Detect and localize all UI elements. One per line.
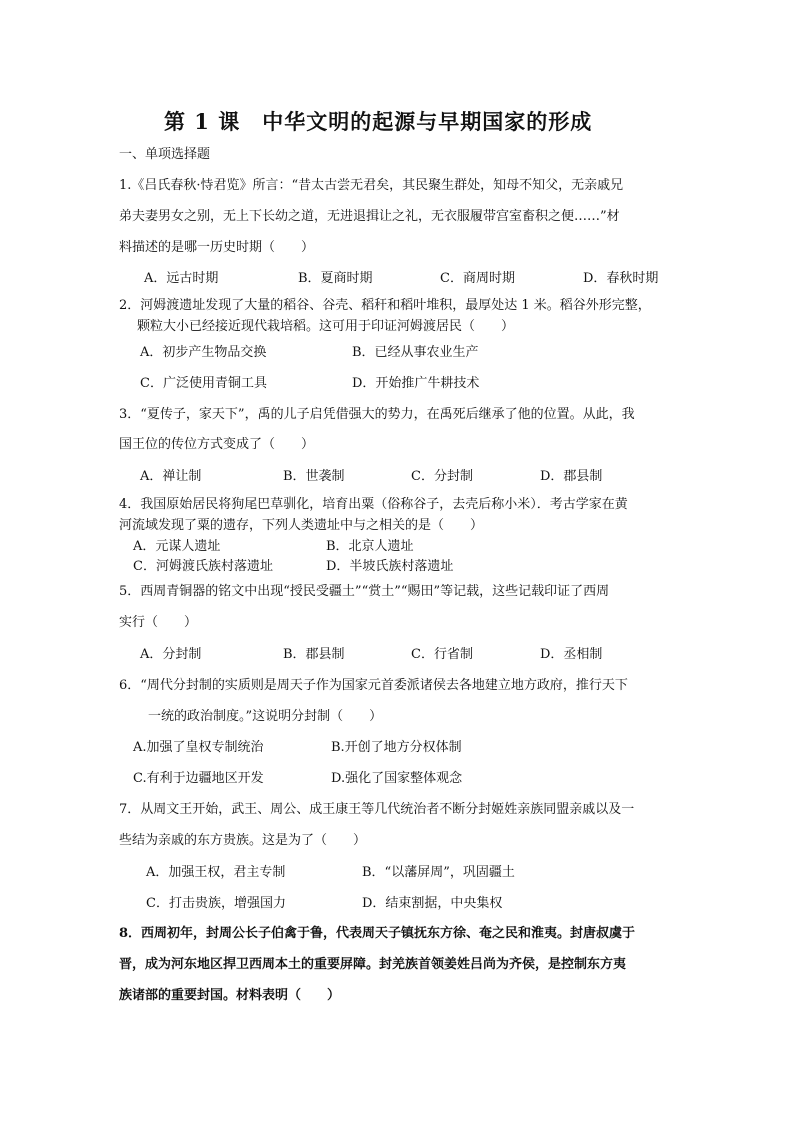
question-5-option-a[interactable]: A．分封制 bbox=[140, 647, 202, 662]
section-heading: 一、单项选择题 bbox=[119, 147, 211, 162]
question-6-option-d[interactable]: D.强化了国家整体观念 bbox=[331, 771, 463, 786]
question-2-option-c[interactable]: C．广泛使用青铜工具 bbox=[140, 376, 267, 391]
question-2-line-1: 2．河姆渡遗址发现了大量的稻谷、谷壳、稻秆和稻叶堆积，最厚处达 1 米。稻谷外形完整， bbox=[119, 298, 651, 313]
question-1-option-d[interactable]: D．春秋时期 bbox=[583, 271, 659, 286]
question-8-line-2: 晋，成为河东地区捍卫西周本土的重要屏障。封羌族首领姜姓吕尚为齐侯，是控制东方夷 bbox=[119, 957, 627, 972]
question-5-line-1: 5．西周青铜器的铭文中出现“授民受疆土”“赏土”“赐田”等记载，这些记载印证了西周 bbox=[119, 584, 610, 599]
question-4-option-c[interactable]: C．河姆渡氏族村落遗址 bbox=[133, 559, 273, 574]
question-5-option-d[interactable]: D．丞相制 bbox=[540, 647, 603, 662]
question-1-option-b[interactable]: B．夏商时期 bbox=[298, 271, 373, 286]
question-7-option-c[interactable]: C．打击贵族，增强国力 bbox=[146, 896, 286, 911]
question-6-option-c[interactable]: C.有利于边疆地区开发 bbox=[133, 771, 264, 786]
question-7-line-1: 7．从周文王开始，武王、周公、成王康王等几代统治者不断分封姬姓亲族同盟亲戚以及一 bbox=[119, 802, 635, 817]
question-3-option-b[interactable]: B．世袭制 bbox=[283, 469, 345, 484]
question-3-option-d[interactable]: D．郡县制 bbox=[540, 469, 603, 484]
question-4-line-1: 4．我国原始居民将狗尾巴草驯化，培育出粟（俗称谷子，去壳后称小米）．考古学家在黄 bbox=[119, 497, 628, 512]
question-1-option-c[interactable]: C．商周时期 bbox=[440, 271, 515, 286]
question-1-line-1: 1.《吕氏春秋·恃君览》所言：“昔太古尝无君矣，其民聚生群处，知母不知父，无亲戚兄 bbox=[119, 178, 624, 193]
question-6-option-b[interactable]: B.开创了地方分权体制 bbox=[331, 740, 462, 755]
question-7-line-2: 些结为亲戚的东方贵族。这是为了（ ） bbox=[119, 833, 367, 848]
question-4-option-b[interactable]: B．北京人遗址 bbox=[326, 539, 414, 554]
question-2-line-2: 颗粒大小已经接近现代栽培稻。这可用于印证河姆渡居民（ ） bbox=[137, 319, 515, 334]
question-4-option-d[interactable]: D．半坡氏族村落遗址 bbox=[326, 559, 454, 574]
question-5-line-2: 实行（ ） bbox=[119, 615, 198, 630]
question-6-option-a[interactable]: A.加强了皇权专制统治 bbox=[133, 740, 264, 755]
question-3-option-a[interactable]: A．禅让制 bbox=[140, 469, 202, 484]
question-4-line-2: 河流域发现了粟的遗存，下列人类遗址中与之相关的是（ ） bbox=[119, 518, 484, 533]
question-7-option-d[interactable]: D．结束割据，中央集权 bbox=[362, 896, 503, 911]
question-3-option-c[interactable]: C．分封制 bbox=[411, 469, 473, 484]
question-7-option-a[interactable]: A．加强王权，君主专制 bbox=[146, 865, 286, 880]
question-7-option-b[interactable]: B．“以藩屏周”，巩固疆土 bbox=[362, 865, 515, 880]
question-2-option-a[interactable]: A．初步产生物品交换 bbox=[140, 345, 267, 360]
question-3-line-2: 国王位的传位方式变成了（ ） bbox=[119, 437, 315, 452]
question-6-line-1: 6．“周代分封制的实质则是周天子作为国家元首委派诸侯去各地建立地方政府，推行天下 bbox=[119, 678, 628, 693]
question-5-option-c[interactable]: C．行省制 bbox=[411, 647, 473, 662]
question-6-line-2: 一统的政治制度。”这说明分封制（ ） bbox=[148, 709, 383, 724]
question-8-line-1: 8．西周初年，封周公长子伯禽于鲁，代表周天子镇抚东方徐、奄之民和淮夷。封唐叔虞于 bbox=[119, 926, 636, 941]
question-4-option-a[interactable]: A．元谋人遗址 bbox=[133, 539, 221, 554]
question-3-line-1: 3．“夏传子，家天下”，禹的儿子启凭借强大的势力，在禹死后继承了他的位置。从此，我 bbox=[119, 407, 635, 422]
question-1-option-a[interactable]: A．远古时期 bbox=[144, 271, 219, 286]
page-title: 第 1 课 中华文明的起源与早期国家的形成 bbox=[164, 109, 593, 134]
question-5-option-b[interactable]: B．郡县制 bbox=[283, 647, 345, 662]
question-2-option-b[interactable]: B．已经从事农业生产 bbox=[352, 345, 479, 360]
question-1-line-3: 料描述的是哪一历史时期（ ） bbox=[119, 240, 315, 255]
question-8-line-3: 族诸部的重要封国。材料表明（ ） bbox=[119, 988, 341, 1003]
question-1-line-2: 弟夫妻男女之别，无上下长幼之道，无进退揖让之礼，无衣服履带宫室畜积之便……”材 bbox=[119, 209, 620, 224]
question-2-option-d[interactable]: D．开始推广牛耕技术 bbox=[352, 376, 480, 391]
